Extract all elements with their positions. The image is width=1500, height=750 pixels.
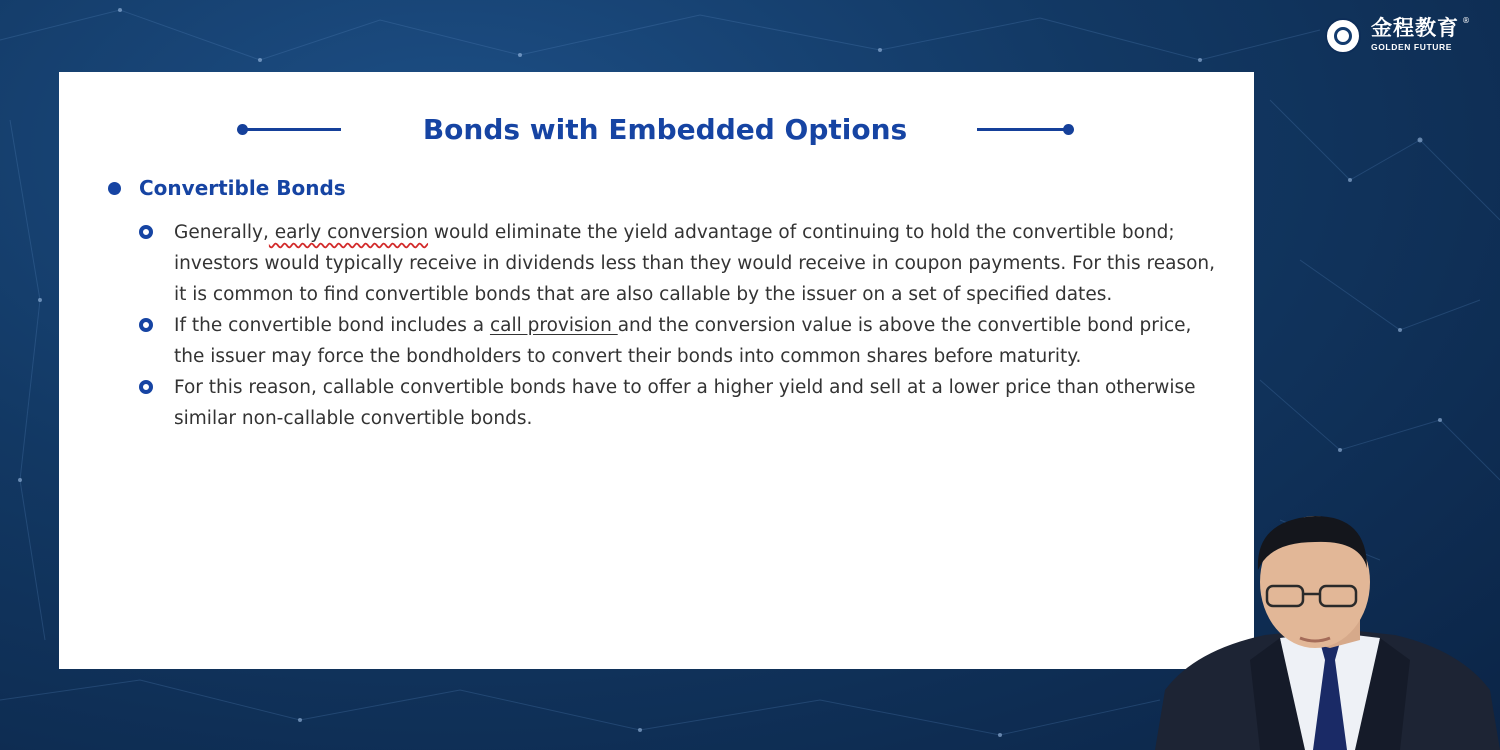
- list-item: [138, 217, 1223, 310]
- item-text-pre: Generally,: [174, 222, 269, 243]
- slide-title: Bonds with Embedded Options: [422, 113, 908, 146]
- item-text-post: would eliminate the yield advantage of continuing to hold the convertible bond; investors would typically receive in dividends less than they would receive in coupon payments. For this reason, it is common to find convertible bonds that are also callable by the issuer on a set of specified dates.: [174, 222, 1216, 305]
- item-text-pre: For this reason, callable convertible bonds have to offer a higher yield and sell at a lower price than otherwise similar non-callable convertible bonds.: [174, 377, 1196, 429]
- ring-bullet-icon: [139, 380, 153, 394]
- logo-english-name: GOLDEN FUTURE: [1371, 42, 1452, 52]
- slide-panel: [59, 72, 1254, 669]
- presenter-video-image: [1155, 510, 1500, 750]
- logo-chinese-name: 金程教育: [1371, 16, 1459, 40]
- list-item: [138, 310, 1223, 372]
- item-text-post: and the conversion value is above the convertible bond price, the issuer may force the bondholders to convert their bonds into common shares before maturity.: [174, 315, 1192, 367]
- brand-logo: [1325, 16, 1475, 56]
- ring-bullet-icon: [139, 318, 153, 332]
- item-text-annotated: early conversion: [268, 222, 429, 243]
- title-decoration-right-dot: [1063, 124, 1074, 135]
- list-item: [138, 372, 1223, 434]
- title-decoration-right-line: [977, 128, 1069, 131]
- bullet-list: [138, 217, 1223, 434]
- item-text-underlined: call provision: [489, 315, 618, 336]
- section-heading: Convertible Bonds: [139, 176, 346, 200]
- title-row: [59, 108, 1254, 152]
- logo-emblem-icon: [1325, 18, 1361, 54]
- logo-registered-mark: ®: [1462, 16, 1470, 25]
- item-text-pre: If the convertible bond includes a: [174, 315, 490, 336]
- ring-bullet-icon: [139, 225, 153, 239]
- heading-bullet-icon: [108, 182, 121, 195]
